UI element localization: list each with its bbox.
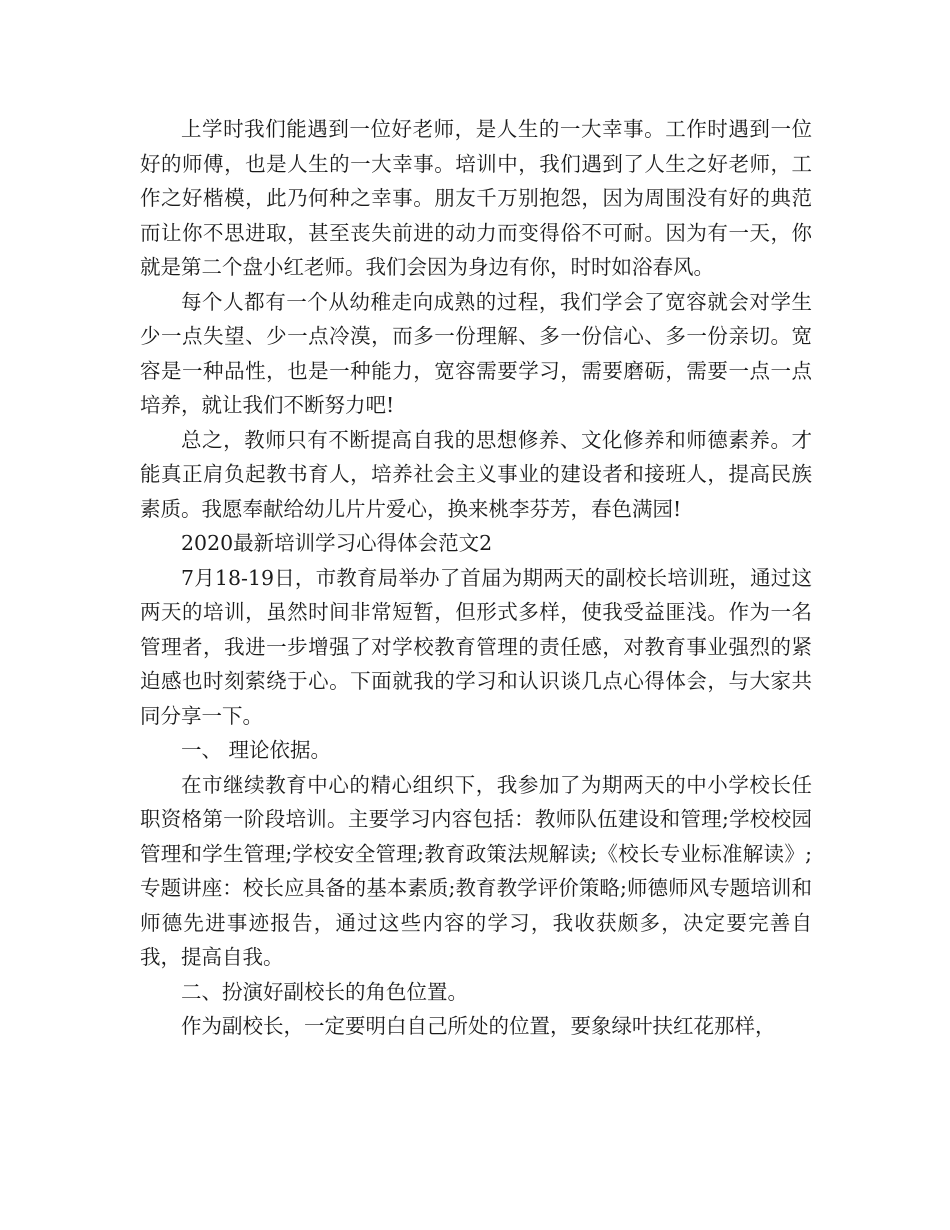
document-body: [140, 112, 812, 1044]
paragraph-role: 作为副校长，一定要明白自己所处的位置，要象绿叶扶红花那样，: [181, 1014, 776, 1038]
paragraph-conclusion: 总之，教师只有不断提高自我的思想修养、文化修养和师德素养。才能真正肩负起教书育人，培养社会主义事业的建设者和接班人，提高民族素质。我愿奉献给幼儿片片爱心，换来桃李芬芳，春色满园!: [140, 427, 812, 521]
paragraph-tolerance: 每个人都有一个从幼稚走向成熟的过程，我们学会了宽容就会对学生少一点失望、少一点冷漠，而多一份理解、多一份信心、多一份亲切。宽容是一种品性，也是一种能力，宽容需要学习，需要磨砺，需要一点一点培养，就让我们不断努力吧!: [140, 289, 812, 417]
section-heading-1: 一、 理论依据。: [181, 738, 332, 762]
article-title: 2020最新培训学习心得体会范文2: [181, 531, 493, 555]
paragraph-training-content: 在市继续教育中心的精心组织下，我参加了为期两天的中小学校长任职资格第一阶段培训。主要学习内容包括：教师队伍建设和管理;学校校园管理和学生管理;学校安全管理;教育政策法规解读;《校长专业标准解读》;专题讲座：校长应具备的基本素质;教育教学评价策略;师德师风专题培训和师德先进事迹报告，通过这些内容的学习，我收获颇多，决定要完善自我，提高自我。: [140, 772, 812, 969]
section-heading-2: 二、扮演好副校长的角色位置。: [181, 979, 468, 1004]
paragraph-training-intro: 7月18-19日，市教育局举办了首届为期两天的副校长培训班，通过这两天的培训，虽然时间非常短暂，但形式多样，使我受益匪浅。作为一名管理者，我进一步增强了对学校教育管理的责任感，对教育事业强烈的紧迫感也时刻萦绕于心。下面就我的学习和认识谈几点心得体会，与大家共同分享一下。: [140, 565, 812, 728]
paragraph-good-teacher: 上学时我们能遇到一位好老师，是人生的一大幸事。工作时遇到一位好的师傅，也是人生的一大幸事。培训中，我们遇到了人生之好老师，工作之好楷模，此乃何种之幸事。朋友千万别抱怨，因为周围没有好的典范而让你不思进取，甚至丧失前进的动力而变得俗不可耐。因为有一天，你就是第二个盘小红老师。我们会因为身边有你，时时如浴春风。: [140, 117, 812, 279]
